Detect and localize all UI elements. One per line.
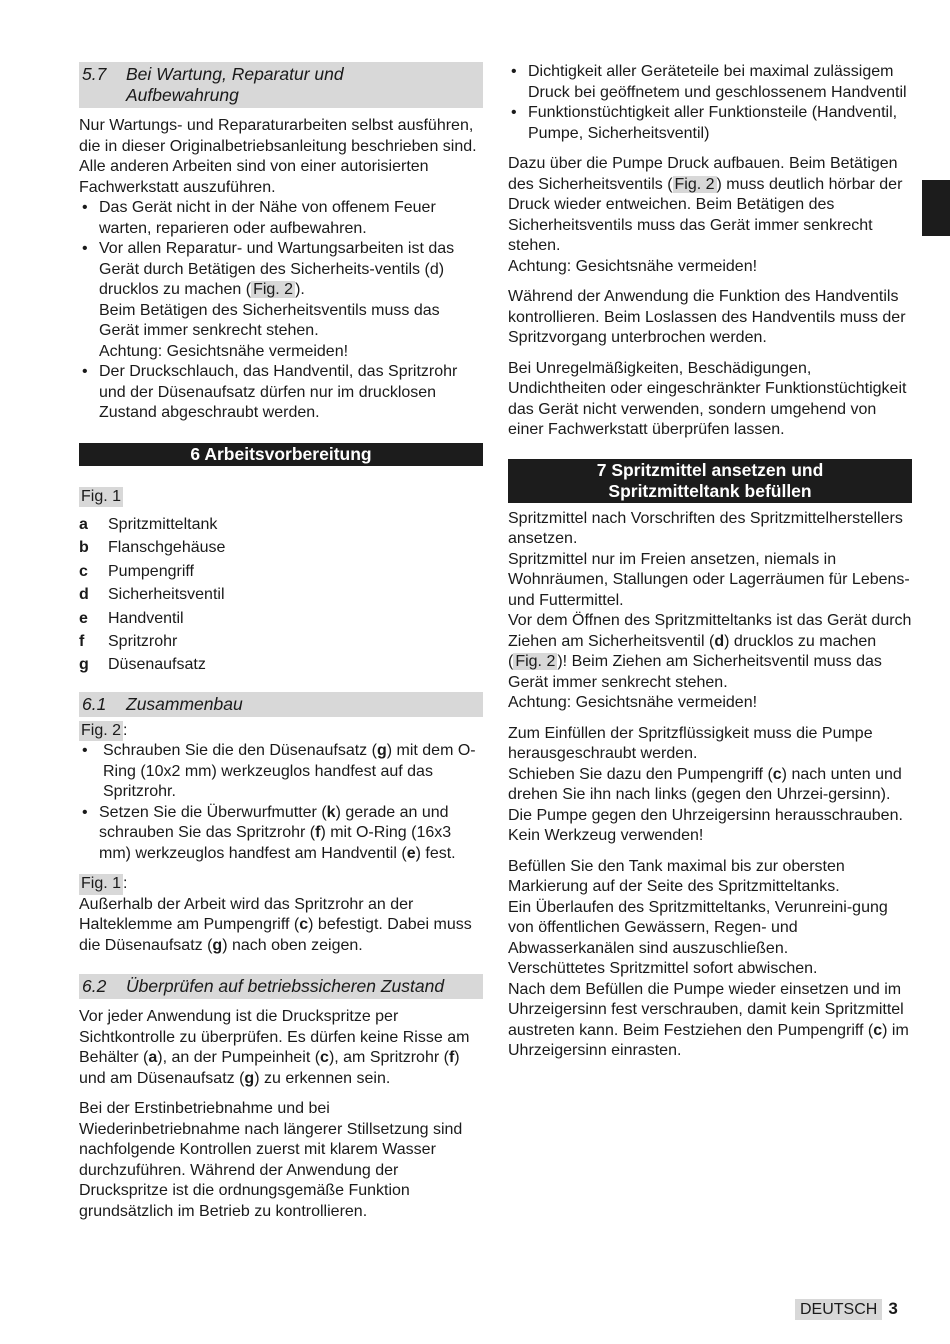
- list-item: • Dichtigkeit aller Geräteteile bei maximal zulässigem Druck bei geöffnetem und geschlossenem Handventil: [508, 62, 912, 103]
- section-title: Zusammenbau: [126, 693, 243, 714]
- paragraph: Dazu über die Pumpe Druck aufbauen. Beim Betätigen des Sicherheitsventils ( Fig. 2 ) muss deutlich hörbar der Druck wieder entweichen. Beim Betätigen des Sicherheitsventils muss das Gerät immer senkrecht stehen. Achtung: Gesichtsnähe vermeiden!: [508, 155, 903, 275]
- section-heading-6-1: [79, 692, 483, 717]
- page-footer: [795, 1299, 898, 1320]
- section-number: 5.7: [82, 64, 107, 84]
- paragraph: Nur Wartungs- und Reparaturarbeiten selbst ausführen, die in dieser Originalbetriebsanleitung beschrieben sind. Alle anderen Arbeiten sind von einer autorisierten Fachwerkstatt auszuführen.: [79, 117, 477, 196]
- section-number: 6.2: [82, 976, 107, 997]
- paragraph: Bei Unregelmäßigkeiten, Beschädigungen, Undichtheiten oder eingeschränkter Funktionstüchtigkeit das Gerät nicht verwenden, sondern umgehend von einer Fachwerkstatt überprüfen lassen.: [508, 359, 907, 438]
- section-title: Überprüfen auf betriebssicheren Zustand: [126, 976, 445, 997]
- bullet-list: [508, 62, 912, 144]
- figure-label: Fig. 2 :: [79, 721, 483, 742]
- legend-row: b Flanschgehäuse: [79, 539, 226, 557]
- list-item: • Vor allen Reparatur- und Wartungsarbeiten ist das Gerät durch Betätigen des Sicherheits-ventils (d) drucklos zu machen ( Fig. 2 ). Beim Betätigen des Sicherheitsventils muss das Gerät immer senkrecht stehen. Achtung: Gesichtsnähe vermeiden!: [79, 239, 483, 362]
- figure-label: Fig. 1 :: [79, 874, 483, 895]
- section-heading-6-2: [79, 974, 483, 999]
- paragraph: Außerhalb der Arbeit wird das Spritzrohr an der Halteklemme am Pumpengriff (c) befestigt. Dabei muss die Düsenaufsatz (g) nach oben zeigen.: [79, 895, 472, 954]
- footer-language: DEUTSCH: [795, 1299, 882, 1320]
- chapter-heading-6: 6 Arbeitsvorbereitung: [79, 443, 483, 466]
- paragraph: Befüllen Sie den Tank maximal bis zur obersten Markierung auf der Seite des Spritzmitteltanks. Ein Überlaufen des Spritzmitteltanks, Verunreini-gung von öffentlichen Gewässern, Regen- und Abwasserkanälen sind auszuschließen. Verschüttetes Spritzmittel sofort abwischen. Nach dem Befüllen die Pumpe wieder einsetzen und im Uhrzeigersinn fest verschrauben, damit kein Spritzmittel austreten kann. Beim Festziehen den Pumpengriff (c) im Uhrzeigersinn einrasten.: [508, 857, 909, 1059]
- section-number: 6.1: [82, 693, 107, 714]
- list-item: • Setzen Sie die Überwurfmutter (k) gerade an und schrauben Sie das Spritzrohr (f) mit O-Ring (16x3 mm) werkzeuglos handfest am Handventil (e) fest.: [79, 803, 483, 865]
- list-item: • Schrauben Sie die den Düsenaufsatz (g) mit dem O-Ring (10x2 mm) werkzeuglos handfest auf das Spritzrohr.: [79, 741, 483, 803]
- left-column: [79, 62, 483, 1222]
- figure-reference[interactable]: Fig. 2: [253, 281, 294, 298]
- figure-reference[interactable]: Fig. 2: [674, 175, 715, 193]
- legend-row: d Sicherheitsventil: [79, 586, 225, 604]
- list-item: • Funktionstüchtigkeit aller Funktionsteile (Handventil, Pumpe, Sicherheitsventil): [508, 103, 912, 144]
- paragraph: Bei der Erstinbetriebnahme und bei Wiederinbetriebnahme nach längerer Stillsetzung sind nachfolgende Kontrollen zuerst mit klarem Wasser durchzuführen. Während der Anwendung der Druckspritze ist die ordnungsgemäße Funktion grundsätzlich im Betrieb zu kontrollieren.: [79, 1100, 463, 1220]
- section-heading-5-7: [79, 62, 483, 108]
- legend-row: a Spritzmitteltank: [79, 516, 218, 533]
- figure-label: Fig. 1: [79, 487, 483, 508]
- right-column: [508, 62, 912, 1062]
- bullet-list: [79, 198, 483, 424]
- legend-row: f Spritzrohr: [79, 633, 178, 651]
- paragraph: Vor jeder Anwendung ist die Druckspritze per Sichtkontrolle zu überprüfen. Es dürfen keine Risse am Behälter (a), an der Pumpeinheit (c), am Spritzrohr (f) und am Düsenaufsatz (g) zu erkennen sein.: [79, 1008, 470, 1087]
- paragraph: Spritzmittel nach Vorschriften des Spritzmittelherstellers ansetzen. Spritzmittel nur im Freien ansetzen, niemals in Wohnräumen, Stallungen oder Lagerräumen für Lebens- und Futtermittel. Vor dem Öffnen des Spritzmitteltanks ist das Gerät durch Ziehen am Sicherheitsventil (d) drucklos zu machen ( Fig. 2 )! Beim Ziehen am Sicherheitsventil muss das Gerät immer senkrecht stehen. Achtung: Gesichtsnähe vermeiden!: [508, 509, 912, 711]
- parts-legend: [79, 513, 483, 677]
- list-item: • Das Gerät nicht in der Nähe von offenem Feuer warten, reparieren oder aufbewahren.: [79, 198, 483, 239]
- bullet-list: [79, 741, 483, 864]
- section-title: Bei Wartung, Reparatur und Aufbewahrung: [126, 64, 344, 105]
- paragraph: Während der Anwendung die Funktion des Handventils kontrollieren. Beim Loslassen des Handventils muss der Spritzvorgang unterbrochen werden.: [508, 288, 906, 346]
- legend-row: c Pumpengriff: [79, 562, 194, 580]
- list-item: • Der Druckschlauch, das Handventil, das Spritzrohr und der Düsenaufsatz dürfen nur im drucklosen Zustand abgeschraubt werden.: [79, 362, 483, 424]
- chapter-heading-7: 7 Spritzmittel ansetzen und Spritzmitteltank befüllen: [508, 459, 912, 503]
- legend-row: e Handventil: [79, 609, 184, 627]
- figure-reference[interactable]: Fig. 2: [515, 653, 556, 670]
- language-tab-marker: [922, 180, 950, 236]
- page-number: 3: [888, 1299, 898, 1319]
- paragraph: Zum Einfüllen der Spritzflüssigkeit muss die Pumpe herausgeschraubt werden. Schieben Sie dazu den Pumpengriff (c) nach unten und drehen Sie ihn nach links (gegen den Uhrzei-gersinn). Die Pumpe gegen den Uhrzeigersinn herausschrauben. Kein Werkzeug verwenden!: [508, 724, 903, 844]
- legend-row: g Düsenaufsatz: [79, 656, 206, 674]
